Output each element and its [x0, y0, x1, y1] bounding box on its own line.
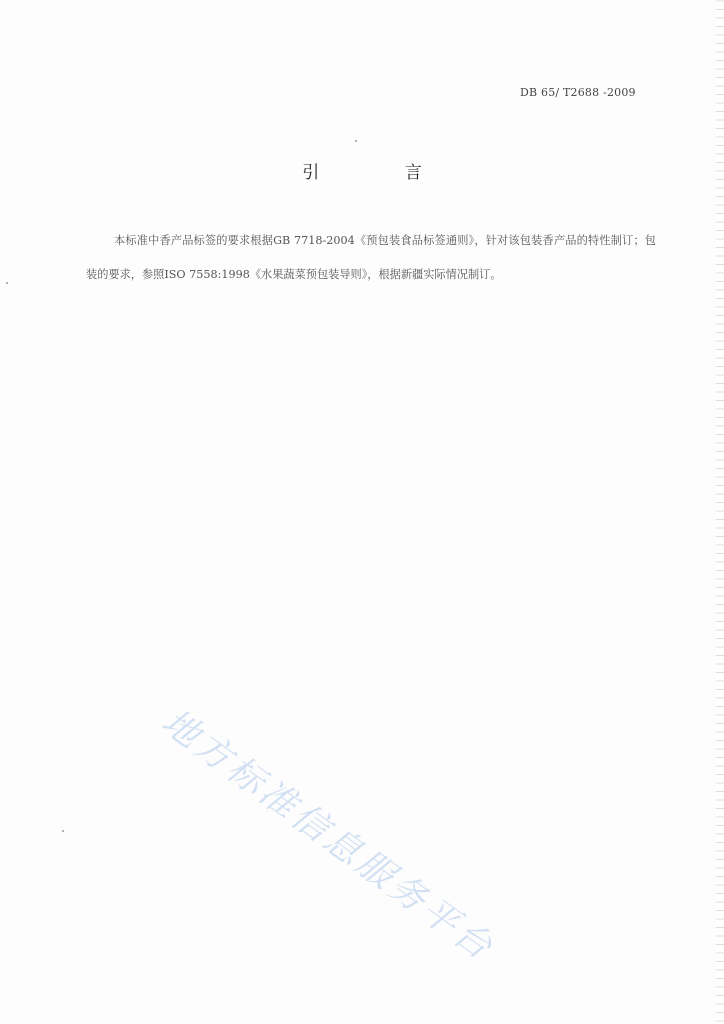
- section-title: 引 言: [302, 163, 462, 183]
- standard-code: DB 65/ T2688 -2009: [520, 86, 636, 99]
- watermark: 地方标准信息服务平台: [154, 701, 502, 970]
- scan-speck: [355, 140, 357, 142]
- scan-speck: [6, 282, 8, 284]
- scan-edge-artifact: [716, 0, 724, 1024]
- scan-speck: [62, 830, 64, 832]
- introduction-body: [86, 224, 656, 292]
- introduction-paragraph: 本标准中香产品标签的要求根据GB 7718-2004《预包装食品标签通则》，针对该包装香产品的特性制订；包装的要求，参照ISO 7558:1998《水果蔬菜预包装导则》，根据新疆实际情况制订。: [86, 234, 656, 281]
